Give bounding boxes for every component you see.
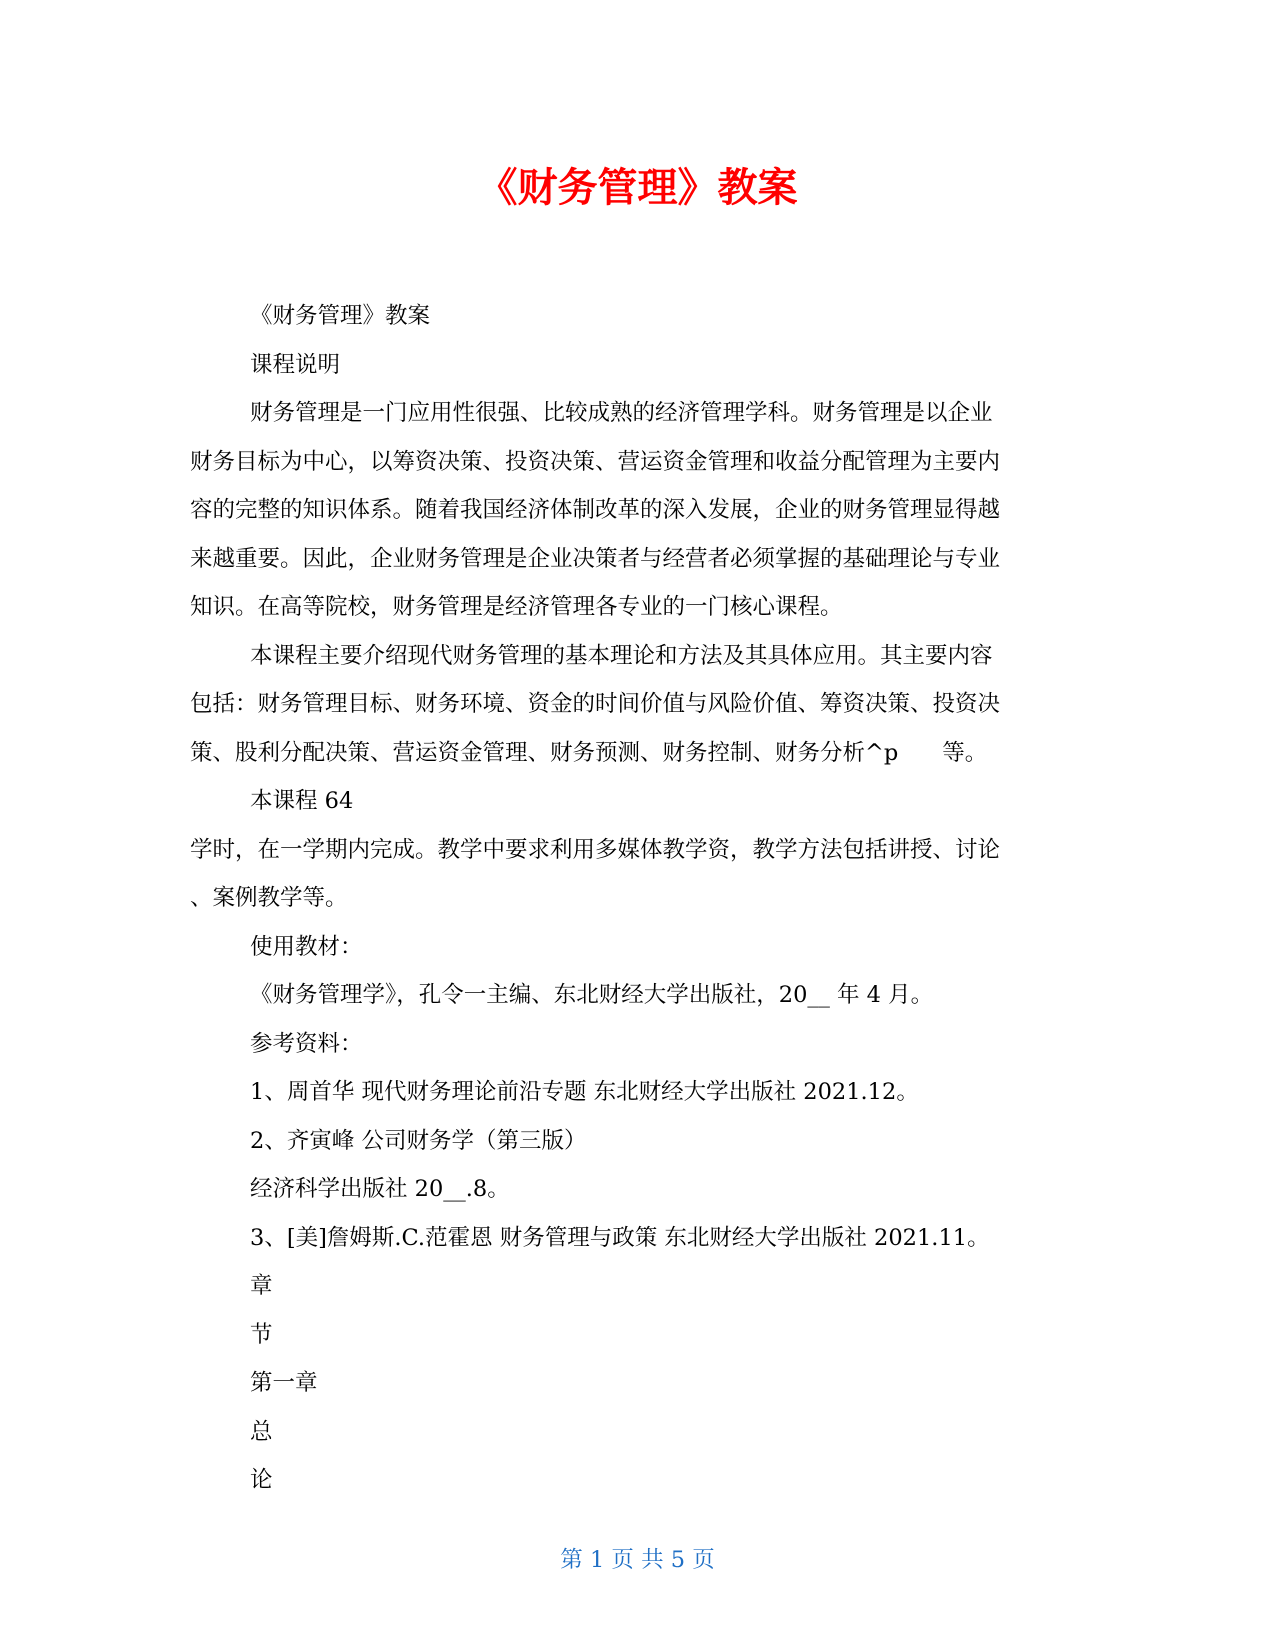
- textbook-entry: 《财务管理学》，孔令一主编、东北财经大学出版社，20__ 年 4 月。: [250, 982, 934, 1008]
- document-body: [190, 292, 1090, 1505]
- para3-line3: 、案例教学等。: [190, 885, 348, 911]
- para2-line1: 本课程主要介绍现代财务管理的基本理论和方法及其具体应用。其主要内容: [250, 642, 993, 669]
- reference-3: 3、[美]詹姆斯.C.范霍恩 财务管理与政策 东北财经大学出版社 2021.11。: [250, 1224, 990, 1251]
- chapter-char-3: 第一章: [250, 1370, 318, 1396]
- page-title: 《财务管理》教案: [477, 165, 798, 211]
- para2-tail: 等。: [942, 739, 988, 766]
- para1-line4: 来越重要。因此，企业财务管理是企业决策者与经营者必须掌握的基础理论与专业: [190, 545, 1001, 572]
- para2-line2: 包括：财务管理目标、财务环境、资金的时间价值与风险价值、筹资决策、投资决: [190, 691, 1001, 717]
- para1-line2: 财务目标为中心，以筹资决策、投资决策、营运资金管理和收益分配管理为主要内: [190, 448, 1001, 475]
- reference-2: 2、齐寅峰 公司财务学（第三版）: [250, 1127, 587, 1154]
- chapter-char-2: 节: [250, 1321, 273, 1348]
- para3-line2: 学时，在一学期内完成。教学中要求利用多媒体教学资，教学方法包括讲授、讨论: [190, 836, 1001, 863]
- para3-line1: 本课程 64: [250, 788, 354, 814]
- para1-line3: 容的完整的知识体系。随着我国经济体制改革的深入发展，企业的财务管理显得越: [190, 497, 1001, 523]
- doc-heading: 《财务管理》教案: [250, 303, 431, 329]
- references-label: 参考资料：: [250, 1030, 363, 1057]
- para1-line5: 知识。在高等院校，财务管理是经济管理各专业的一门核心课程。: [190, 594, 843, 620]
- para2-line3: [190, 729, 1090, 778]
- chapter-char-5: 论: [250, 1467, 273, 1493]
- page-footer: 第 1 页 共 5 页: [560, 1547, 715, 1573]
- textbook-label: 使用教材：: [250, 933, 363, 960]
- reference-1: 1、周首华 现代财务理论前沿专题 东北财经大学出版社 2021.12。: [250, 1079, 919, 1105]
- reference-2-continued: 经济科学出版社 20__.8。: [250, 1176, 510, 1202]
- chapter-char-1: 章: [250, 1273, 273, 1299]
- chapter-char-4: 总: [250, 1418, 273, 1445]
- section-course-description: 课程说明: [250, 351, 341, 378]
- para1-line1: 财务管理是一门应用性很强、比较成熟的经济管理学科。财务管理是以企业: [250, 400, 993, 426]
- para2-line3-text: 策、股利分配决策、营运资金管理、财务预测、财务控制、财务分析^p: [190, 739, 899, 766]
